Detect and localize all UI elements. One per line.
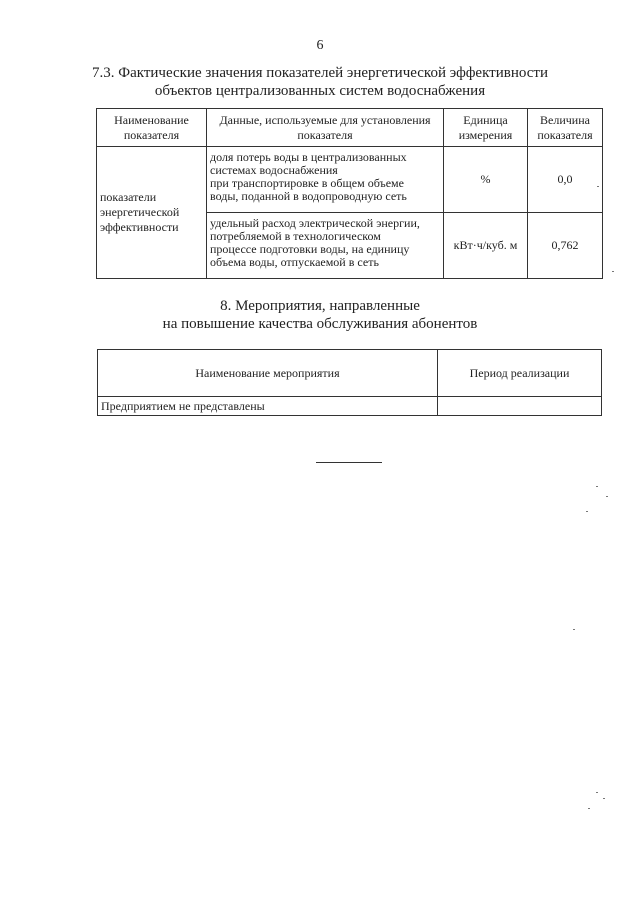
period-cell <box>438 397 602 416</box>
data-line: при транспортировке в общем объеме <box>210 176 404 190</box>
header-measure-name: Наименование мероприятия <box>98 350 438 397</box>
value-cell: 0,762 <box>528 213 603 279</box>
scan-speck <box>573 629 575 630</box>
data-description <box>207 213 444 279</box>
table-row <box>97 147 603 213</box>
scan-speck <box>606 496 608 497</box>
energy-efficiency-table <box>96 108 603 279</box>
scan-speck <box>597 186 599 187</box>
data-description <box>207 147 444 213</box>
table-row <box>98 397 602 416</box>
data-line: системах водоснабжения <box>210 163 338 177</box>
page-number: 6 <box>316 38 324 53</box>
data-line: удельный расход электрической энергии, <box>210 216 420 230</box>
header-value: Величина показателя <box>528 109 603 147</box>
header-period: Период реализации <box>438 350 602 397</box>
scan-speck <box>603 798 605 799</box>
data-line: объема воды, отпускаемой в сеть <box>210 255 379 269</box>
section-7-3-title-line1: 7.3. Фактические значения показателей энергетической эффективности <box>92 65 548 81</box>
scan-speck <box>612 271 614 272</box>
section-7-3-title <box>0 64 640 100</box>
header-data-used: Данные, используемые для установления показателя <box>207 109 444 147</box>
section-7-3-title-line2: объектов централизованных систем водоснабжения <box>154 83 486 99</box>
indicator-group-label: показатели энергетической эффективности <box>97 147 207 279</box>
scan-speck <box>596 486 598 487</box>
measure-name-cell: Предприятием не представлены <box>98 397 438 416</box>
scan-speck <box>588 808 590 809</box>
unit-cell: кВт·ч/куб. м <box>444 213 528 279</box>
section-8-title-line2: на повышение качества обслуживания абонентов <box>162 316 478 332</box>
data-line: воды, поданной в водопроводную сеть <box>210 189 407 203</box>
scan-speck <box>596 792 598 793</box>
scan-speck <box>586 511 588 512</box>
closing-line <box>316 462 382 463</box>
value-cell: 0,0 <box>528 147 603 213</box>
unit-cell: % <box>444 147 528 213</box>
data-line: доля потерь воды в централизованных <box>210 150 407 164</box>
measures-table <box>97 349 602 416</box>
data-line: процессе подготовки воды, на единицу <box>210 242 410 256</box>
section-8-title <box>0 297 640 333</box>
header-unit: Единица измерения <box>444 109 528 147</box>
section-8-title-line1: 8. Мероприятия, направленные <box>220 298 420 314</box>
data-line: потребляемой в технологическом <box>210 229 381 243</box>
header-indicator-name: Наименование показателя <box>97 109 207 147</box>
